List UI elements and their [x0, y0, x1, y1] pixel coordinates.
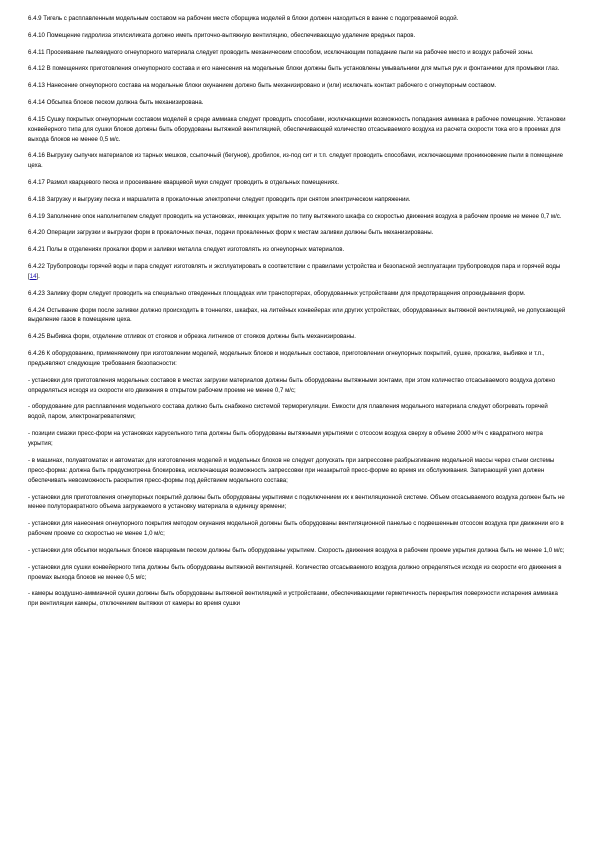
paragraph-6-4-25: 6.4.25 Выбивка форм, отделение отливок от стояков и обрезка литников от стояков должны быть механизированы. — [28, 333, 356, 341]
paragraph-6-4-13: 6.4.13 Нанесение огнеупорного состава на модельные блоки окунанием должно быть механизировано и (или) исключать контакт рабочего с огнеупорным составом. — [28, 82, 497, 90]
paragraph-6-4-24: 6.4.24 Остывание форм после заливки должно происходить в тоннелях, шкафах, на литейных конвейерах или других устройствах, оборудованных вытяжной вентиляцией, не допускающей выделение газов в помещение цеха. — [28, 306, 566, 324]
paragraph-6-4-10: 6.4.10 Помещение гидролиза этилсиликата должно иметь приточно-вытяжную вентиляцию, обеспечивающую удаление вредных паров. — [28, 31, 416, 39]
paragraph-6-4-22-tail: ]. — [36, 272, 40, 280]
paragraph-6-4-16: 6.4.16 Выгрузку сыпучих материалов из тарных мешков, ссыпочный (бегунов), дробилок, из-под сит и т.п. следует проводить способами, исключающими проникновение пыли в помещение цеха. — [28, 152, 564, 170]
list-item: - установки для сушки конвейерного типа должны быть оборудованы вытяжной вентиляцией. Количество отсасываемого воздуха должно определяться исходя из скорости его движения в проемах выхода блоков не менее 0,5 м/с; — [28, 563, 562, 581]
paragraph-6-4-26: 6.4.26 К оборудованию, применяемому при изготовлении моделей, модельных блоков и модельных составов, приготовлении огнеупорных покрытий, сушке, прокалке, выбивке и т.п., предъявляют следующие требования безопасности: — [28, 350, 545, 367]
document-body — [28, 14, 566, 616]
list-item: - камеры воздушно-аммиачной сушки должны быть оборудованы вытяжной вентиляцией и устройствами, обеспечивающими герметичность перекрытия поверхности испарения аммиака при вентиляции камеры, отключением вытяжки от камеры во время сушки — [28, 590, 558, 608]
list-item: - позиции смазки пресс-форм на установках карусельного типа должны быть оборудованы вытяжными укрытиями с отсосом воздуха сверху в объеме 2000 м³/ч с квадратного метра укрытия; — [28, 430, 543, 448]
list-item: - установки для нанесения огнеупорного покрытия методом окунания модельной должны быть оборудованы вентиляционной панелью с подвешенным отсосом воздуха при движении его в рабочем проеме со скоростью не менее 1,0 м/с; — [28, 520, 564, 538]
list-item: - установки для обсыпки модельных блоков кварцевым песком должны быть оборудованы укрытием. Скорость движения воздуха в рабочем проеме укрытия должна быть не менее 1,0 м/с; — [28, 546, 565, 554]
paragraph-6-4-21: 6.4.21 Полы в отделениях прокалки форм и заливки металла следует изготовлять из огнеупорных материалов. — [28, 246, 345, 254]
paragraph-6-4-22-text: 6.4.22 Трубопроводы горячей воды и пара следует изготовлять и эксплуатировать в соответствии с правилами устройства и безопасной эксплуатации трубопроводов пара и горячей воды [ — [28, 263, 561, 280]
paragraph-6-4-19: 6.4.19 Заполнение опок наполнителем следует проводить на установках, имеющих укрытие по типу вытяжного шкафа со скоростью движения воздуха в рабочем проеме не менее 0,7 м/с. — [28, 212, 562, 220]
list-item: - установки для приготовления огнеупорных покрытий должны быть оборудованы укрытиями с подключением их к вентиляционной системе. Объем отсасываемого воздуха должен быть не менее полуторакратного объема загружаемого в установку материала в единицу времени; — [28, 493, 565, 511]
list-item: - оборудование для расплавления модельного состава должно быть снабжено системой терморегуляции. Емкости для плавления модельного материала следует обогревать горячей водой, паром, электронагревателями; — [28, 403, 548, 421]
paragraph-6-4-22 — [28, 262, 566, 282]
paragraph-6-4-15: 6.4.15 Сушку покрытых огнеупорным составом моделей в среде аммиака следует проводить способами, исключающими возможность попадания аммиака в рабочее помещение. Установки конвейерного типа для сушки блоков должны быть оборудованы вытяжной вентиляцией, обеспечивающей количество отсасываемого воздуха из расчета скорости тока его в проемах для выхода блоков не менее 0,5 м/с. — [28, 115, 566, 143]
paragraph-6-4-20: 6.4.20 Операции загрузки и выгрузки форм в прокалочных печах, подачи прокаленных форм к местам заливки должны быть механизированы. — [28, 229, 434, 237]
list-item: - установки для приготовления модельных составов в местах загрузки материалов должны быть оборудованы вытяжными зонтами, при этом количество отсасываемого воздуха должно определяться исходя из скорости его движения в открытом рабочем проеме не менее 0,7 м/с; — [28, 376, 556, 394]
paragraph-6-4-14: 6.4.14 Обсыпка блоков песком должна быть механизирована. — [28, 98, 204, 106]
paragraph-6-4-23: 6.4.23 Заливку форм следует проводить на специально отведенных площадках или транспортерах, оборудованных устройствами для предотвращения опрокидывания форм. — [28, 289, 526, 297]
list-item: - в машинах, полуавтоматах и автоматах для изготовления моделей и модельных блоков не следует допускать при запрессовке разбрызгивание модельной массы через стыки системы пресс-форма: должна быть предусмотрена блокировка, исключающая возможность запрессовки при незакрытой пресс-форме во время их обслуживания. Запирающий узел должен обеспечивать невозможность раскрытия пресс-формы под действием модельного состава; — [28, 456, 555, 484]
paragraph-6-4-9: 6.4.9 Тигель с расплавленным модельным составом на рабочем месте сборщика моделей в блоки должен находиться в ванне с подогреваемой водой. — [28, 15, 459, 22]
paragraph-6-4-17: 6.4.17 Размол кварцевого песка и просеивание кварцевой муки следует проводить в отдельных помещениях. — [28, 179, 339, 187]
paragraph-6-4-12: 6.4.12 В помещениях приготовления огнеупорного состава и его нанесения на модельные блоки должны быть установлены умывальники для мытья рук и фонтанчики для промывки глаз. — [28, 65, 560, 73]
reference-link-14[interactable]: 14 — [29, 272, 37, 280]
paragraph-6-4-11: 6.4.11 Просеивание пылевидного огнеупорного материала следует проводить механическим способом, исключающим попадание пыли на рабочее место и воздух рабочей зоны. — [28, 48, 534, 56]
paragraph-6-4-18: 6.4.18 Загрузку и выгрузку песка и маршалита в прокалочные электропечи следует проводить при снятом электрическом напряжении. — [28, 195, 411, 203]
